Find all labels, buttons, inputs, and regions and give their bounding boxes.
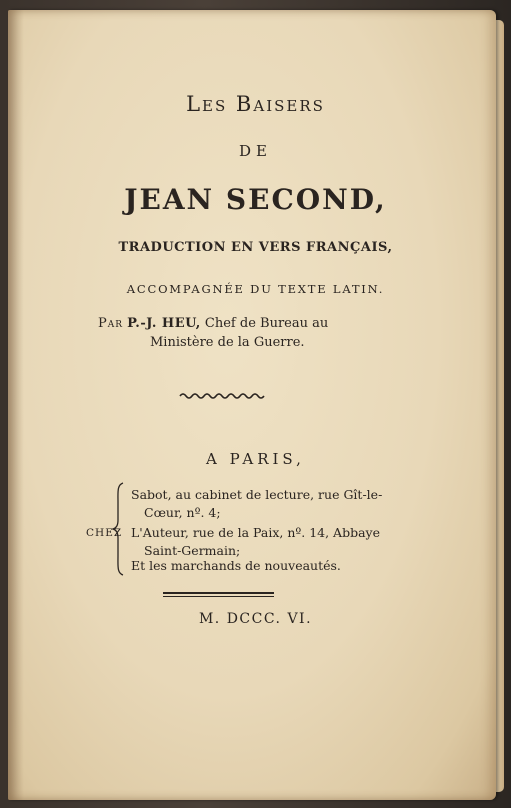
subtitle-line-1: TRADUCTION EN VERS FRANÇAIS, (118, 240, 393, 255)
author-role-2: Ministère de la Guerre. (150, 335, 305, 350)
double-rule-bottom (163, 596, 274, 597)
title-page (8, 10, 496, 800)
place: A PARIS, (206, 450, 305, 468)
publisher-line-3: L'Auteur, rue de la Paix, nº. 14, Abbaye (131, 525, 380, 540)
book-gutter (8, 10, 24, 800)
publisher-label: CHEZ (86, 527, 123, 539)
publisher-line-1: Sabot, au cabinet de lecture, rue Gît-le- (131, 487, 383, 502)
subtitle-line-2: ACCOMPAGNÉE DU TEXTE LATIN. (126, 282, 385, 296)
title-line-2: DE (239, 142, 272, 160)
double-rule-top (163, 592, 274, 594)
publisher-line-4: Saint-Germain; (144, 543, 241, 558)
title-line-1: Les Baisers (186, 92, 325, 116)
publisher-line-5: Et les marchands de nouveautés. (131, 558, 341, 573)
publication-date: M. DCCC. VI. (198, 611, 313, 627)
ornament-divider (178, 391, 266, 401)
author-name: P.-J. HEU, (127, 316, 201, 331)
author-role-1: Chef de Bureau au (204, 316, 329, 331)
author-line (98, 316, 328, 331)
title-line-3: JEAN SECOND, (124, 183, 387, 216)
brace-icon (112, 482, 124, 576)
author-prefix: Par (98, 316, 124, 331)
publisher-line-2: Cœur, nº. 4; (144, 505, 221, 520)
